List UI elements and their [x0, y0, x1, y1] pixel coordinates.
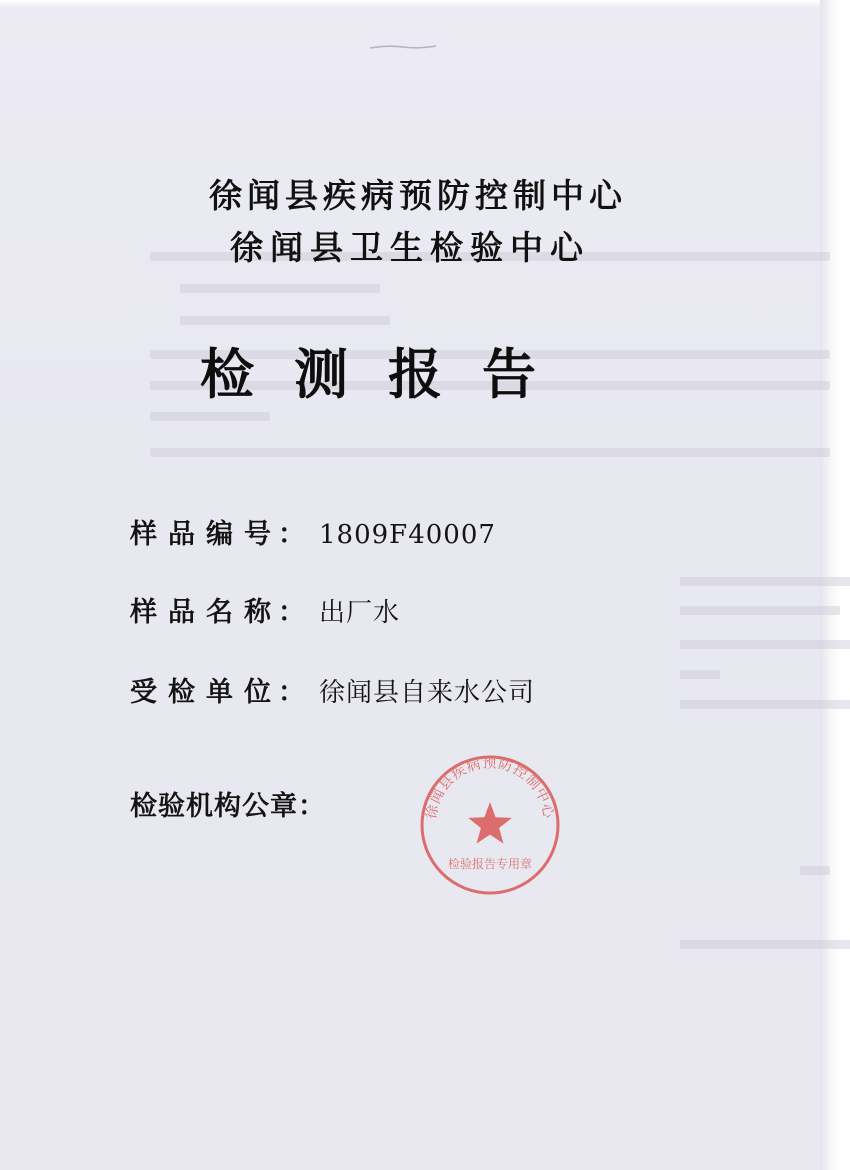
- sample-number-value: 1809F40007: [319, 520, 496, 550]
- colon: ：: [278, 677, 305, 708]
- report-title: 检测报告: [200, 343, 576, 406]
- org-name-secondary: 徐闻县卫生检验中心: [230, 228, 590, 267]
- inspected-unit-value: 徐闻县自来水公司: [319, 678, 536, 708]
- institution-seal-label: 检验机构公章: [130, 791, 298, 822]
- bleed-line: [680, 700, 850, 709]
- org-name-primary: 徐闻县疾病预防控制中心: [209, 176, 627, 215]
- staple-mark: [368, 44, 438, 50]
- sample-number-field: [130, 512, 496, 551]
- bleed-line: [180, 316, 390, 325]
- inspected-unit-label: 受检单位: [130, 677, 282, 708]
- official-red-seal: [415, 750, 565, 900]
- institution-seal-field: [130, 784, 339, 823]
- seal-ring-text: 徐闻县疾病预防控制中心: [423, 755, 557, 821]
- bleed-line: [680, 670, 720, 679]
- sample-number-label: 样品编号: [130, 519, 282, 550]
- bleed-line: [680, 606, 840, 615]
- scan-top-edge: [0, 0, 850, 8]
- sample-name-value: 出厂水: [319, 598, 401, 628]
- bleed-line: [150, 448, 830, 457]
- inspected-unit-field: [130, 670, 535, 709]
- bleed-line: [680, 577, 850, 586]
- star-icon: [468, 802, 512, 844]
- bleed-line: [150, 412, 270, 421]
- colon: ：: [278, 519, 305, 550]
- colon: ：: [298, 791, 325, 822]
- colon: ：: [278, 597, 305, 628]
- bleed-line: [800, 866, 830, 875]
- bleed-line: [680, 640, 850, 649]
- bleed-line: [180, 284, 380, 293]
- sample-name-field: [130, 590, 400, 629]
- bleed-line: [680, 940, 850, 949]
- sample-name-label: 样品名称: [130, 597, 282, 628]
- seal-bottom-text: 检验报告专用章: [447, 857, 533, 871]
